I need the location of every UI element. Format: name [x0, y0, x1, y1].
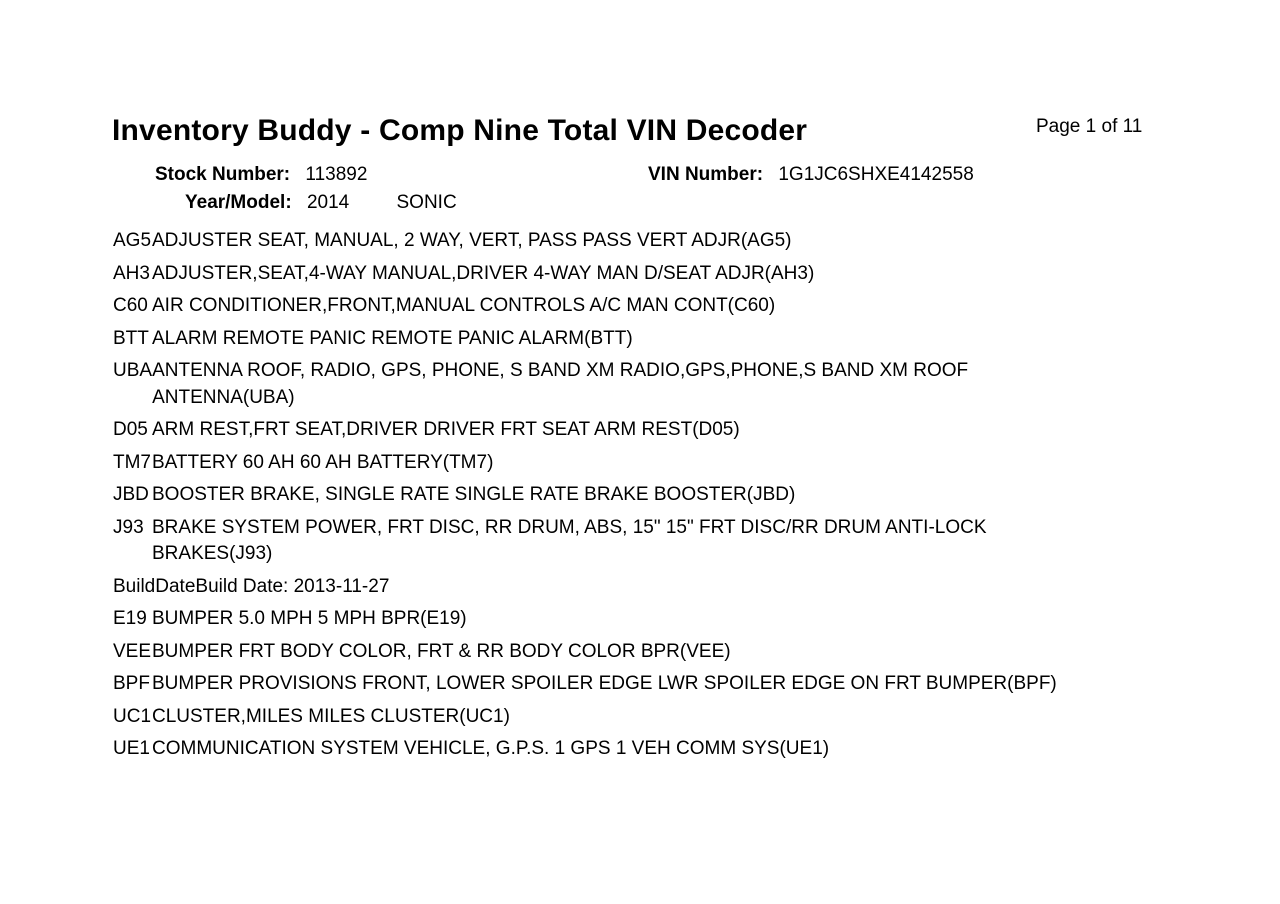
option-row	[0, 450, 1280, 483]
option-code: E19	[113, 608, 147, 629]
option-code: D05	[113, 419, 148, 440]
option-code: UE1	[113, 738, 150, 759]
option-code: BPF	[113, 673, 150, 694]
vin-number-value: 1G1JC6SHXE4142558	[778, 164, 974, 185]
option-code: UBA	[113, 360, 153, 381]
option-row	[0, 574, 1280, 607]
option-description: BUMPER FRT BODY COLOR, FRT & RR BODY COLOR BPR(VEE)	[152, 640, 731, 662]
year-value: 2014	[306, 192, 350, 213]
option-row	[0, 417, 1280, 450]
document-header	[0, 0, 1280, 213]
option-code: BuildDate	[113, 575, 196, 597]
option-row	[0, 293, 1280, 326]
option-row	[0, 736, 1280, 769]
option-row	[0, 482, 1280, 515]
option-row	[0, 606, 1280, 639]
option-row	[0, 228, 1280, 261]
option-row	[0, 515, 1280, 574]
option-description: ADJUSTER,SEAT,4-WAY MANUAL,DRIVER 4-WAY MAN D/SEAT ADJR(AH3)	[152, 262, 815, 284]
option-row	[0, 261, 1280, 294]
stock-number-value: 113892	[305, 164, 368, 185]
option-description: BATTERY 60 AH 60 AH BATTERY(TM7)	[152, 451, 494, 473]
model-value: SONIC	[396, 192, 457, 213]
page-indicator: Page 1 of 11	[1036, 116, 1143, 137]
option-description: BUMPER 5.0 MPH 5 MPH BPR(E19)	[152, 608, 467, 629]
stock-number-label: Stock Number:	[155, 164, 291, 185]
option-description: COMMUNICATION SYSTEM VEHICLE, G.P.S. 1 GPS 1 VEH COMM SYS(UE1)	[152, 738, 830, 759]
vin-number-label: VIN Number:	[648, 164, 764, 185]
option-code: BTT	[113, 327, 149, 349]
option-description: ADJUSTER SEAT, MANUAL, 2 WAY, VERT, PASS PASS VERT ADJR(AG5)	[152, 230, 792, 251]
option-code: TM7	[113, 451, 151, 473]
option-description: BUMPER PROVISIONS FRONT, LOWER SPOILER EDGE LWR SPOILER EDGE ON FRT BUMPER(BPF)	[152, 673, 1057, 694]
option-code: C60	[113, 295, 148, 316]
stock-number-row	[155, 164, 367, 186]
option-description: BOOSTER BRAKE, SINGLE RATE SINGLE RATE BRAKE BOOSTER(JBD)	[152, 484, 796, 505]
year-model-row	[185, 192, 457, 214]
option-row	[0, 671, 1280, 704]
option-row	[0, 704, 1280, 737]
option-description: AIR CONDITIONER,FRONT,MANUAL CONTROLS A/C MAN CONT(C60)	[152, 295, 776, 316]
option-row	[0, 639, 1280, 672]
option-description: ANTENNA ROOF, RADIO, GPS, PHONE, S BAND XM RADIO,GPS,PHONE,S BAND XM ROOF ANTENNA(UBA)	[152, 360, 969, 408]
option-description: CLUSTER,MILES MILES CLUSTER(UC1)	[152, 705, 510, 727]
option-row	[0, 326, 1280, 359]
year-model-label: Year/Model:	[185, 192, 292, 213]
option-list	[0, 228, 1280, 769]
page-title: Inventory Buddy - Comp Nine Total VIN Decoder	[112, 114, 808, 147]
option-description: ALARM REMOTE PANIC REMOTE PANIC ALARM(BTT)	[152, 327, 633, 349]
option-description: BRAKE SYSTEM POWER, FRT DISC, RR DRUM, ABS, 15" 15" FRT DISC/RR DRUM ANTI-LOCK BRAKES(J93)	[152, 516, 987, 564]
option-code: AH3	[113, 262, 150, 284]
option-code: JBD	[113, 484, 149, 505]
option-code: J93	[113, 516, 144, 538]
option-row	[0, 358, 1280, 417]
option-code: VEE	[113, 640, 152, 662]
option-description: ARM REST,FRT SEAT,DRIVER DRIVER FRT SEAT ARM REST(D05)	[152, 419, 740, 440]
option-description: Build Date: 2013-11-27	[195, 575, 390, 597]
vin-number-row	[648, 164, 974, 186]
option-code: UC1	[113, 705, 152, 727]
option-code: AG5	[113, 230, 152, 251]
